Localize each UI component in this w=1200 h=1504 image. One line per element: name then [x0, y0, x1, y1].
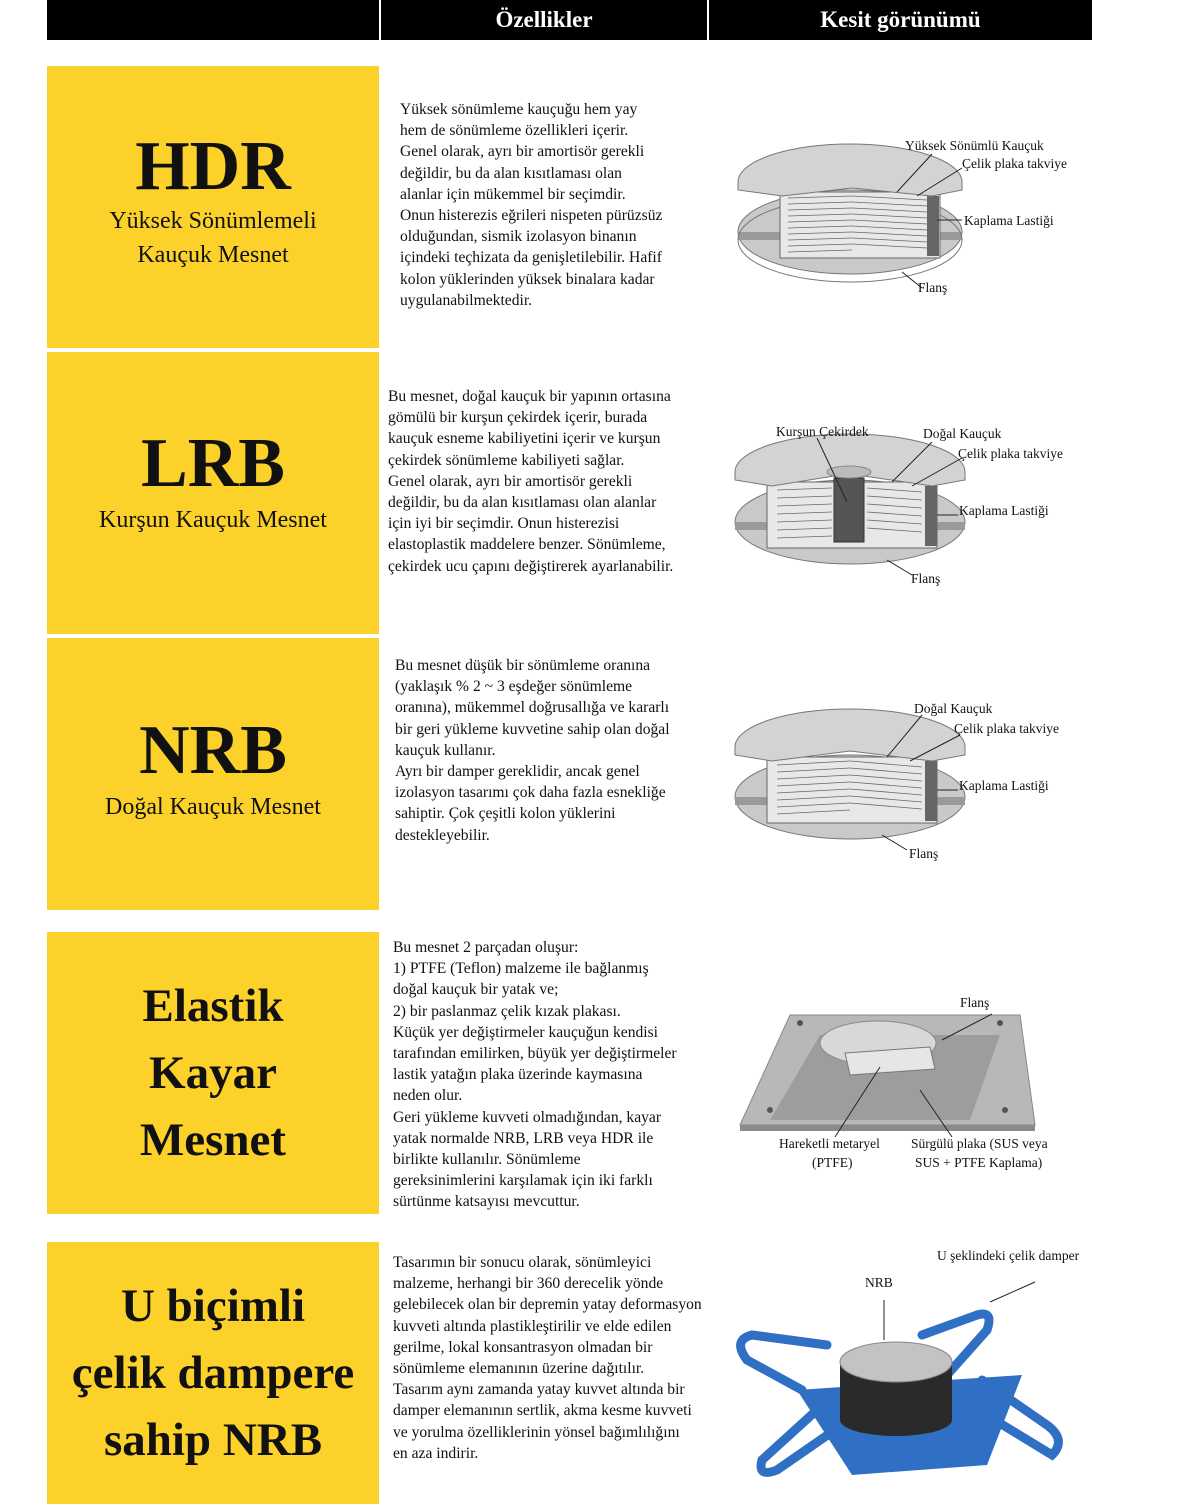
figure-label: Flanş — [960, 995, 990, 1010]
figure-label: Çelik plaka takviye — [958, 446, 1063, 461]
bearing-illustration — [735, 434, 965, 564]
row-title-line: çelik dampere — [71, 1346, 355, 1399]
row-subtitle: Kurşun Kauçuk Mesnet — [99, 507, 327, 533]
header-section-view: Kesit görünümü — [709, 0, 1092, 40]
row-description: Yüksek sönümleme kauçuğu hem yay hem de sönümleme özellikleri içerir. Genel olarak, ayrı bir amortisör gerekli değildir, bu da alan kısıtlaması olan alanlar için mükemmel bir seçimdir. Onun histerezis eğrileri nispeten pürüzsüz olduğundan, sismik izolasyon binanın içindeki teçhizata da genişletilebilir. Hafif kolon yüklerinden yüksek binalara kadar uygulanabilmektedir. — [400, 101, 663, 309]
row-title: NRB — [139, 712, 287, 789]
row-description: Bu mesnet, doğal kauçuk bir yapının ortasına gömülü bir kurşun çekirdek içerir, burada kauçuk esneme kabiliyetini içerir ve kurşun çekirdek sönümleme kabiliyeti sağlar. Genel olarak, ayrı bir amortisör gerekli değildir, bu da alan kısıtlaması olan alanlar için iyi bir seçimdir. Onun histerezisi elastoplastik maddelere benzer. Sönümleme, çekirdek ucu çapını değiştirerek ayarlanabilir. — [388, 388, 674, 575]
row-title-block-nrb — [47, 638, 379, 910]
row-title-line: U biçimli — [120, 1279, 306, 1332]
figure-label: Kurşun Çekirdek — [776, 424, 869, 439]
row-title-block-hdr — [47, 66, 379, 348]
figure-label: Kaplama Lastiği — [959, 778, 1049, 793]
row-title-line: Kayar — [149, 1046, 277, 1099]
figure-label: Çelik plaka takviye — [962, 156, 1067, 171]
figure-label: Flanş — [918, 280, 948, 295]
row-title-block-elastic-sliding — [47, 932, 379, 1214]
row-title: HDR — [135, 128, 291, 205]
row-title: LRB — [141, 425, 285, 502]
row-title-block-u-damper — [47, 1242, 379, 1504]
figure-label: NRB — [865, 1275, 893, 1290]
figure-label: SUS + PTFE Kaplama) — [915, 1155, 1043, 1170]
sliding-plate-illustration — [740, 1015, 1035, 1131]
hdr-section-figure — [722, 130, 1092, 305]
figure-label: Çelik plaka takviye — [954, 721, 1059, 736]
figure-label: Yüksek Sönümlü Kauçuk — [905, 138, 1044, 153]
row-title-line: sahip NRB — [103, 1413, 323, 1466]
row-description: Bu mesnet düşük bir sönümleme oranına (yaklaşık % 2 ~ 3 eşdeğer sönümleme oranına), mükemmel doğrusallığa ve kararlı bir geri yükleme kuvvetine sahip olan doğal kauçuk kullanır. Ayrı bir damper gereklidir, ancak genel izolasyon tasarımı çok daha fazla esnekliğe sahiptir. Çok çeşitli kolon yüklerini destekleyebilir. — [395, 657, 670, 844]
figure-label: Doğal Kauçuk — [923, 426, 1002, 441]
sliding-bearing-figure — [730, 985, 1090, 1175]
figure-label: Kaplama Lastiği — [959, 503, 1049, 518]
bearing-illustration — [738, 144, 962, 282]
figure-label: Kaplama Lastiği — [964, 213, 1054, 228]
row-title-block-lrb — [47, 352, 379, 634]
figure-label: U şeklindeki çelik damper — [937, 1248, 1080, 1263]
row-description: Bu mesnet 2 parçadan oluşur: 1) PTFE (Teflon) malzeme ile bağlanmış doğal kauçuk bir yatak ve; 2) bir paslanmaz çelik kızak plakası. Küçük yer değiştirmeler kauçuğun kendisi tarafından emilirken, büyük yer değiştirmeler lastik yatağın plaka üzerinde kaymasına neden olur. Geri yükleme kuvveti olmadığından, kayar yatak normalde NRB, LRB veya HDR ile birlikte kullanılır. Sönümleme gereksinimlerini karşılamak için iki farklı sürtünme katsayısı mevcuttur. — [393, 939, 677, 1211]
nrb-section-figure — [722, 695, 1092, 870]
lrb-section-figure — [722, 420, 1092, 595]
header-cell-empty — [47, 0, 379, 40]
figure-label: (PTFE) — [812, 1155, 853, 1170]
bearing-illustration — [735, 709, 965, 839]
figure-label: Doğal Kauçuk — [914, 701, 993, 716]
row-subtitle: Doğal Kauçuk Mesnet — [105, 794, 321, 820]
figure-label: Flanş — [911, 571, 941, 586]
row-title-line: Elastik — [142, 979, 284, 1032]
header-features: Özellikler — [381, 0, 707, 40]
row-subtitle: Kauçuk Mesnet — [137, 242, 289, 268]
row-title-line: Mesnet — [139, 1113, 287, 1166]
figure-label: Flanş — [909, 846, 939, 861]
figure-label: Hareketli metaryel — [779, 1136, 880, 1151]
figure-label: Sürgülü plaka (SUS veya — [911, 1136, 1048, 1151]
row-subtitle: Yüksek Sönümlemeli — [109, 208, 317, 234]
row-description: Tasarımın bir sonucu olarak, sönümleyici malzeme, herhangi bir 360 derecelik yönde gelebilecek olan bir depremin yatay deformasyon kuvveti altında plastikleştirilir ve elde edilen gerilme, lokal konsantrasyon olmadan bir sönümleme elemanının üzerine dağıtılır. Tasarım aynı zamanda yatay kuvvet altında bir damper elemanının sertlik, akma kesme kuvveti ve yorulma özelliklerinin yönsel bağımlılığını en aza indirir. — [393, 1254, 702, 1462]
u-damper-figure — [732, 1240, 1100, 1500]
